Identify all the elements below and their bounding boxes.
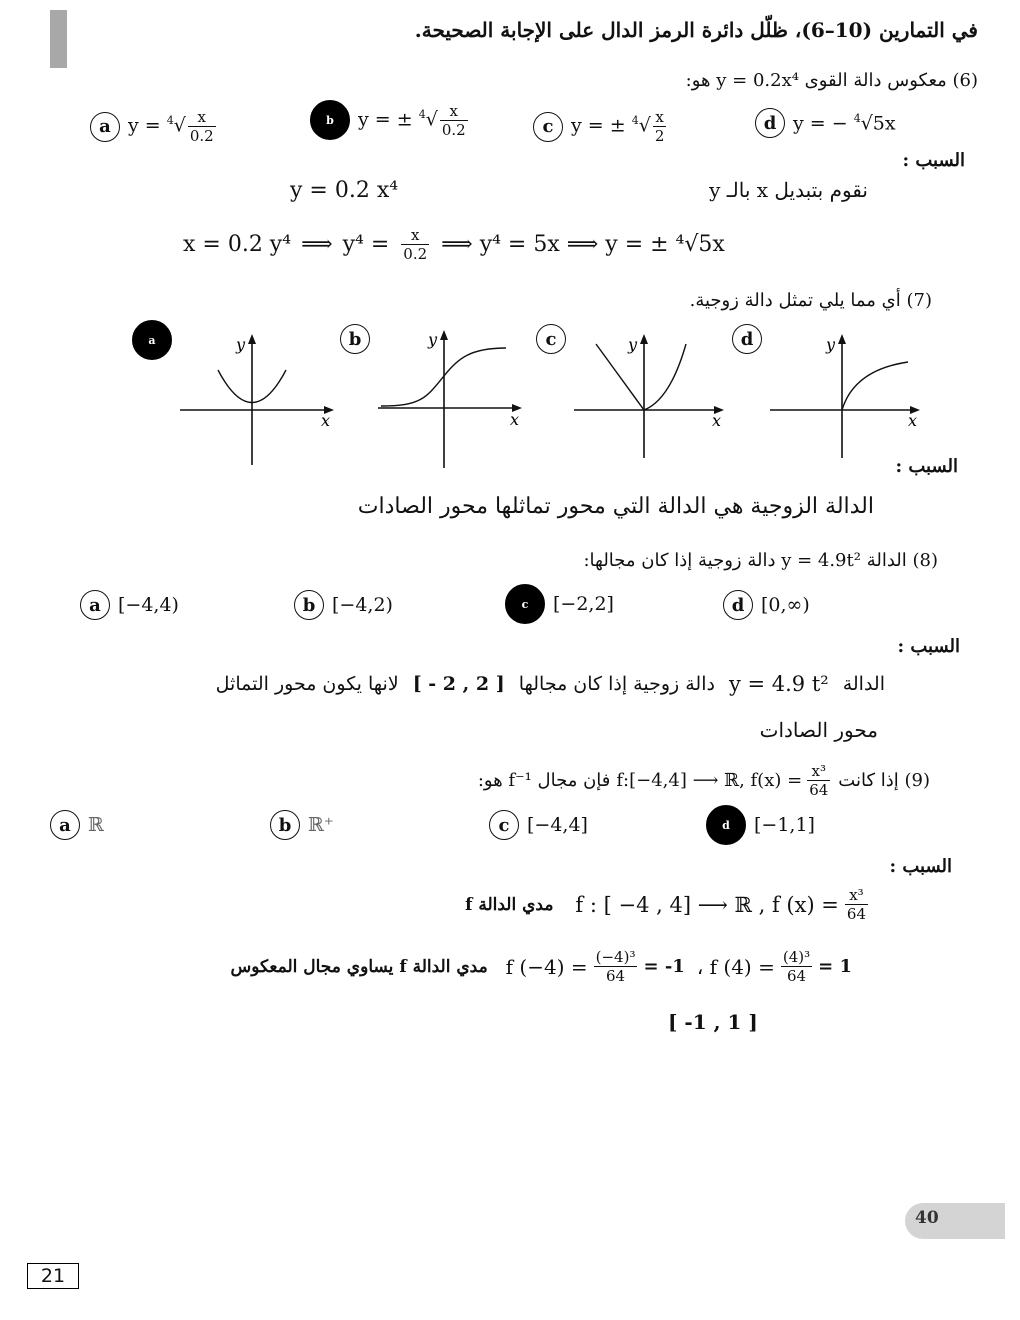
q8-option-a[interactable] [80,590,179,620]
question-6-prompt: (6) معكوس دالة القوى y = 0.2x⁴ هو: [685,70,978,91]
page-number-tab [905,1203,1005,1239]
svg-text:x: x [510,410,520,429]
q7-reason-label: السبب : [895,456,958,477]
q6-option-a[interactable] [90,108,218,145]
q6-option-d-circle[interactable]: d [755,108,785,138]
svg-text:y: y [236,335,246,354]
q6-option-b[interactable] [310,100,470,140]
q6-option-c[interactable] [533,108,668,145]
q8-option-a-circle[interactable]: a [80,590,110,620]
q9-option-c[interactable] [489,810,588,840]
q9-option-a-expr: ℝ [88,814,104,836]
q9-reason-label: السبب : [889,856,952,877]
q6-option-d[interactable] [755,108,896,138]
q9-option-a-circle[interactable]: a [50,810,80,840]
svg-text:y: y [428,330,438,349]
question-9-prompt: (9) إذا كانت f:[−4,4] ⟶ ℝ, f(x) = $\frac{\text{x³}}{64}$ فإن مجال f⁻¹ هو: [477,762,930,799]
q6-option-b-circle[interactable]: b [310,100,350,140]
q7-option-b-circle[interactable]: b [340,324,370,354]
q8-option-b[interactable] [294,590,393,620]
q7-graph-a [178,330,338,470]
q8-option-b-circle[interactable]: b [294,590,324,620]
q7-graph-c [572,330,732,470]
q9-option-d[interactable] [706,805,815,845]
svg-text:y: y [826,335,836,354]
sheet-number-box: 21 [27,1263,79,1289]
q6-step1-math: y = 0.2 x⁴ [290,178,399,203]
q6-step1-text: نقوم بتبديل x بالـ y [709,178,868,202]
question-8-prompt: (8) الدالة y = 4.9t² دالة زوجية إذا كان مجالها: [583,550,938,571]
svg-text:x: x [712,411,722,430]
q6-option-a-circle[interactable]: a [90,112,120,142]
q9-reason-line2: f (−4) = $\frac{\text{(−4)³}}{64}$ = -1 ، f (4) = $\frac{\text{(4)³}}{64}$ = 1 مدي الدالة f يساوي مجال المعكوس [230,948,852,985]
q9-option-a[interactable] [50,810,104,840]
q7-reason-text: الدالة الزوجية هي الدالة التي محور تماثلها محور الصادات [357,494,874,519]
q8-option-d-expr: [0,∞) [761,594,810,616]
q9-option-d-expr: [−1,1] [754,814,815,836]
instructions-header: في التمارين (10–6)، ظلّل دائرة الرمز الدال على الإجابة الصحيحة. [414,18,978,42]
q9-option-b[interactable] [270,810,334,840]
q8-reason-label: السبب : [897,636,960,657]
q9-option-b-expr: ℝ⁺ [308,814,334,836]
q8-option-a-expr: [−4,4) [118,594,179,616]
page-number: 40 [915,1208,939,1228]
q9-option-c-expr: [−4,4] [527,814,588,836]
q6-reason-label: السبب : [902,150,965,171]
q8-option-b-expr: [−4,2) [332,594,393,616]
q8-option-c-expr: [−2,2] [553,593,614,615]
q8-option-c[interactable] [505,584,614,624]
svg-text:x: x [321,411,331,430]
q9-reason-line1: f : [ −4 , 4] ⟶ ℝ , f (x) = $\frac{\text{x³}}{64}$ مدي الدالة f [465,886,866,923]
q8-reason-line1: الدالة y = 4.9 t² دالة زوجية إذا كان مجالها [ - 2 , 2 ] لانها يكون محور التماثل [215,672,885,696]
q9-option-d-circle[interactable]: d [706,805,746,845]
q6-option-a-expr: y = $^4$√ $\frac{x}{0.2}$ [128,108,214,145]
q6-option-c-circle[interactable]: c [533,112,563,142]
svg-text:y: y [628,335,638,354]
q7-graph-b [376,328,536,470]
q8-option-c-circle[interactable]: c [505,584,545,624]
q9-option-c-circle[interactable]: c [489,810,519,840]
q6-option-b-expr: y = ± $^4$√ $\frac{x}{0.2}$ [358,101,466,139]
question-7-prompt: (7) أي مما يلي تمثل دالة زوجية. [689,290,932,311]
q7-option-c-circle[interactable]: c [536,324,566,354]
q9-answer: [ -1 , 1 ] [668,1010,758,1034]
side-bar [50,10,67,68]
q7-graph-d [768,330,928,470]
q7-option-d-circle[interactable]: d [732,324,762,354]
q8-reason-line2: محور الصادات [759,718,878,742]
q7-option-a-circle[interactable]: a [132,320,172,360]
svg-text:x: x [908,411,918,430]
q8-option-d-circle[interactable]: d [723,590,753,620]
q9-option-b-circle[interactable]: b [270,810,300,840]
q8-option-d[interactable] [723,590,810,620]
q6-option-c-expr: y = ± $^4$√ $\frac{x}{2}$ [571,108,665,145]
q6-step2-math: x = 0.2 y⁴ ⟹ y⁴ = $\frac{x}{0.2}$ ⟹ y⁴ = 5x ⟹ y = ± ⁴√5x [183,226,725,263]
q6-option-d-expr: y = − $^4$√5x [793,111,896,135]
